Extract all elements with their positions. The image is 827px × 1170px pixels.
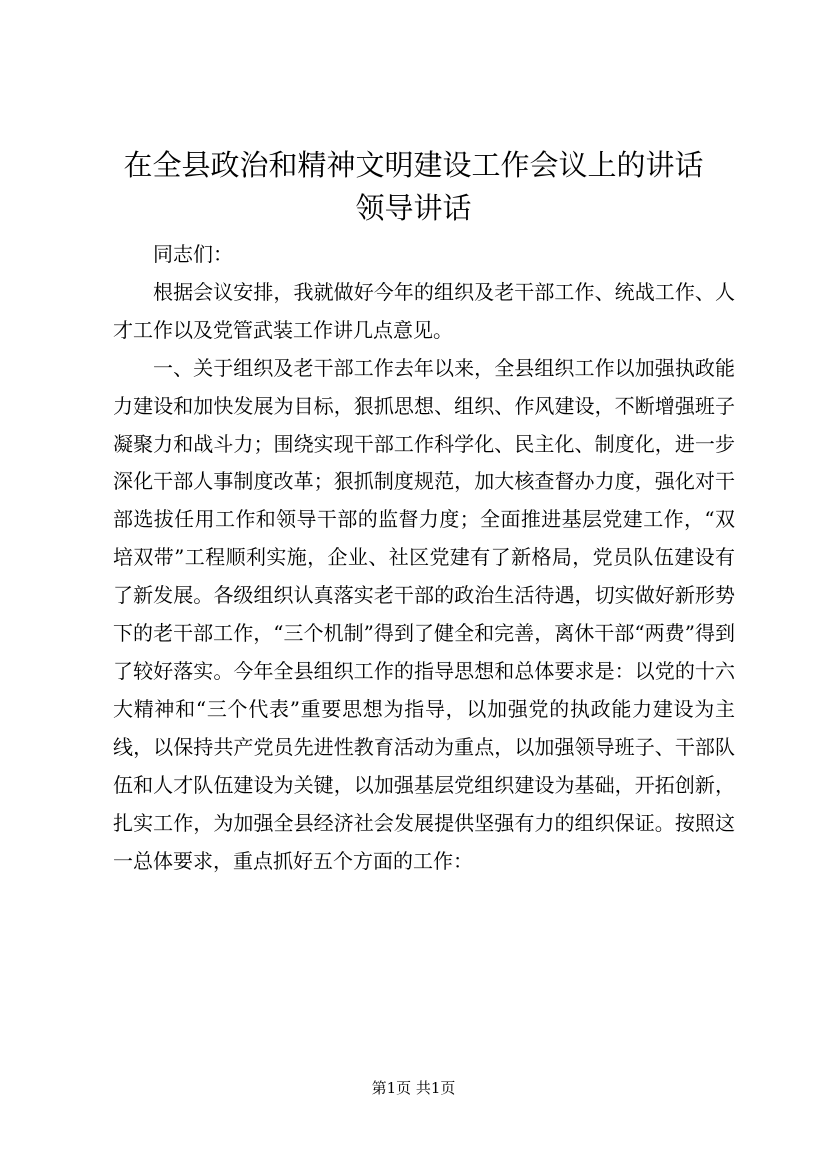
document-body (113, 236, 735, 880)
page-footer: 第1页 共1页 (371, 1079, 456, 1097)
salutation-paragraph: 同志们： (153, 242, 233, 266)
section-one-paragraph: 一、关于组织及老干部工作去年以来，全县组织工作以加强执政能力建设和加快发展为目标，狠抓思想、组织、作风建设，不断增强班子凝聚力和战斗力；围绕实现干部工作科学化、民主化、制度化，进一步深化干部人事制度改革；狠抓制度规范，加大核查督办力度，强化对干部选拔任用工作和领导干部的监督力度；全面推进基层党建工作，“双培双带”工程顺利实施，企业、社区党建有了新格局，党员队伍建设有了新发展。各级组织认真落实老干部的政治生活待遇，切实做好新形势下的老干部工作，“三个机制”得到了健全和完善，离休干部“两费”得到了较好落实。今年全县组织工作的指导思想和总体要求是：以党的十六大精神和“三个代表”重要思想为指导，以加强党的执政能力建设为主线，以保持共产党员先进性教育活动为重点，以加强领导班子、干部队伍和人才队伍建设为关键，以加强基层党组织建设为基础，开拓创新，扎实工作，为加强全县经济社会发展提供坚强有力的组织保证。按照这一总体要求，重点抓好五个方面的工作： (113, 355, 735, 873)
intro-paragraph: 根据会议安排，我就做好今年的组织及老干部工作、统战工作、人才工作以及党管武装工作讲几点意见。 (113, 279, 735, 342)
document-subtitle: 领导讲话 (355, 191, 472, 225)
document-title: 在全县政治和精神文明建设工作会议上的讲话 (123, 148, 704, 182)
